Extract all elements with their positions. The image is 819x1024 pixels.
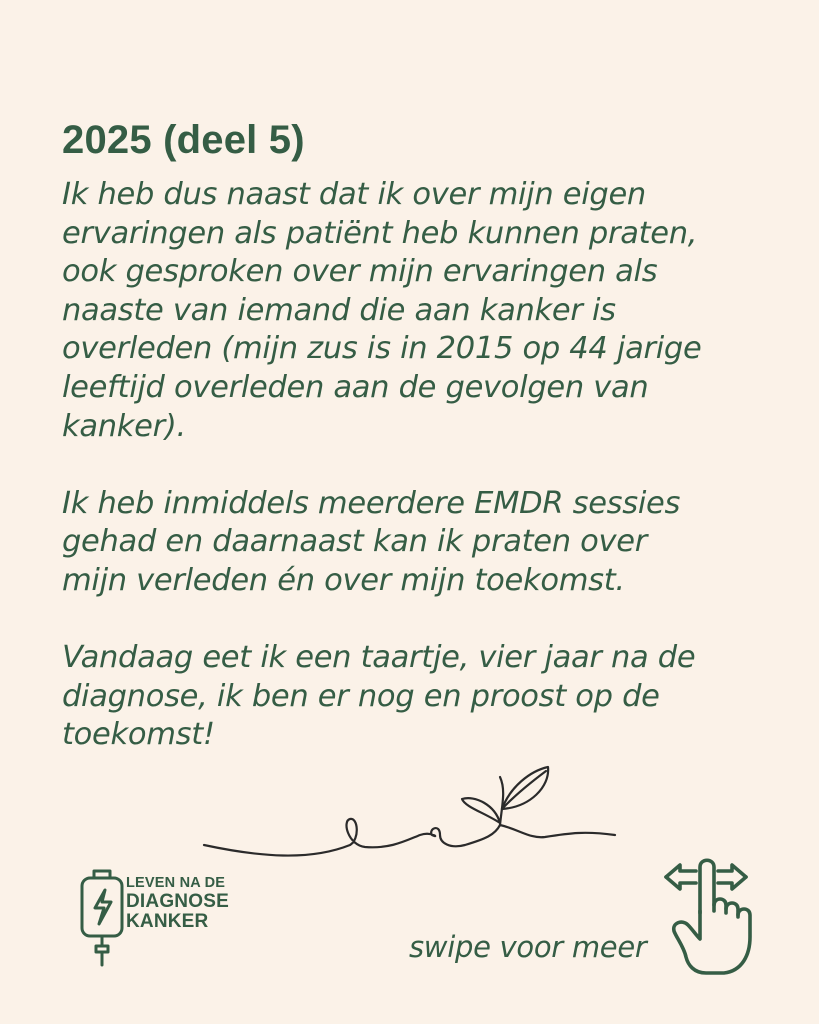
- logo-line-2: DIAGNOSE: [126, 890, 229, 912]
- paragraph-1: Ik heb dus naast dat ik over mijn eigen ervaringen als patiënt heb kunnen praten, ook gesproken over mijn ervaringen als naaste van iemand die aan kanker is overleden (mijn zus is in 2015 op 44 jarige leeftijd overleden aan de gevolgen van kanker).: [62, 177, 702, 444]
- logo-wordmark: [126, 876, 229, 931]
- paragraph-2: Ik heb inmiddels meerdere EMDR sessies gehad en daarnaast kan ik praten over mijn verleden én over mijn toekomst.: [62, 485, 681, 598]
- swipe-hand-icon[interactable]: [662, 855, 762, 980]
- paragraph-3: Vandaag eet ik een taartje, vier jaar na de diagnose, ik ben er nog en proost op de toekomst!: [62, 640, 696, 753]
- body-text: [62, 176, 782, 755]
- sprout-line-icon: [200, 765, 620, 865]
- iv-bag-lightning-icon: [80, 868, 128, 968]
- logo-line-1: LEVEN NA DE: [126, 875, 226, 891]
- swipe-label: swipe voor meer: [409, 930, 647, 964]
- page-title: 2025 (deel 5): [62, 118, 305, 162]
- logo-line-3: KANKER: [126, 910, 209, 932]
